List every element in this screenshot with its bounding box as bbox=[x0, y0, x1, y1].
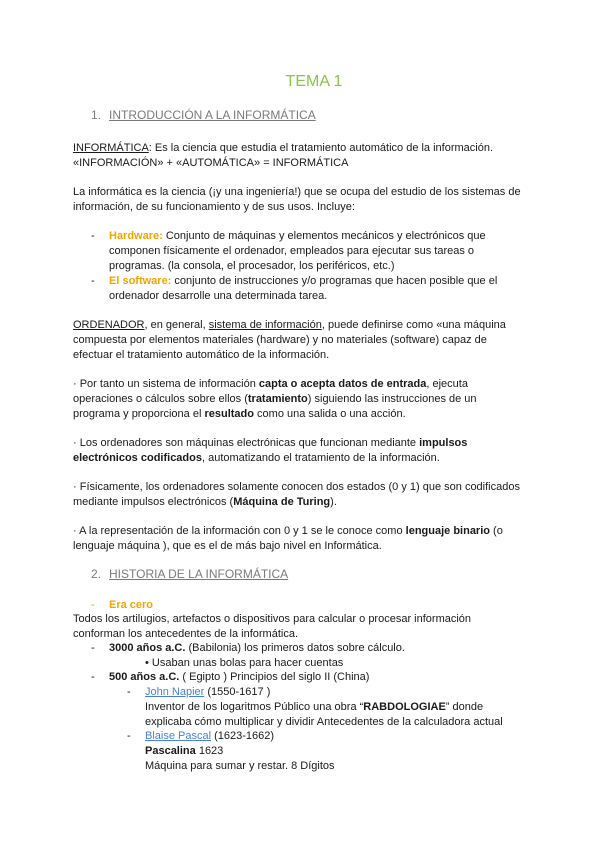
text: como una salida o una acción. bbox=[253, 408, 406, 420]
text: 1623 bbox=[195, 745, 224, 757]
bold-text: RABDOLOGIAE bbox=[363, 701, 446, 713]
era-line-2: conforman los antecedentes de la informática. bbox=[73, 628, 299, 640]
pascal-link[interactable]: Blaise Pascal bbox=[145, 730, 212, 742]
bold-text: 3000 años a.C. bbox=[109, 642, 186, 654]
text: Inventor de los logaritmos Público una obra “ bbox=[145, 701, 364, 713]
text: ” donde bbox=[445, 701, 484, 713]
text: (1550-1617 ) bbox=[204, 686, 271, 698]
year-3000-sub: • Usaban unas bolas para hacer cuentas bbox=[145, 657, 344, 669]
definition-term: INFORMÁTICA bbox=[73, 142, 149, 154]
text: (Babilonia) los primeros datos sobre cálculo. bbox=[185, 642, 405, 654]
hardware-line-1 bbox=[109, 229, 486, 244]
section-label: HISTORIA DE LA INFORMÁTICA bbox=[109, 567, 289, 581]
software-line-2: ordenador desarrolle una determinada tarea. bbox=[109, 290, 328, 302]
para1-line-3 bbox=[73, 407, 406, 422]
para3-line-1: · Físicamente, los ordenadores solamente conocen dos estados (0 y 1) que son codificados bbox=[73, 481, 520, 493]
text: ). bbox=[330, 496, 337, 508]
ordenador-text-b: , puede definirse como «una máquina bbox=[321, 319, 506, 331]
bullet-dash: - bbox=[91, 642, 95, 654]
section-heading-1 bbox=[91, 108, 316, 122]
definition-text: : Es la ciencia que estudia el tratamiento automático de la información. bbox=[148, 142, 494, 154]
ordenador-line-2: compuesta por elementos materiales (hardware) y no materiales (software) capaz de bbox=[73, 334, 487, 346]
napier-line bbox=[145, 685, 270, 700]
section-number: 2. bbox=[91, 567, 102, 581]
bold-text: Máquina de Turing bbox=[233, 496, 331, 508]
hardware-line-3: programas. (la consola, el procesador, los periféricos, etc.) bbox=[109, 260, 395, 272]
hardware-line-2: componen físicamente el ordenador, empleados para ejecutar sus tareas o bbox=[109, 245, 475, 257]
text: (o bbox=[490, 525, 503, 537]
sistema-term: sistema de información bbox=[208, 319, 322, 331]
para4-line-2: lenguaje máquina ), que es el de más bajo nivel en Informática. bbox=[73, 540, 382, 552]
section-number: 1. bbox=[91, 108, 102, 122]
ordenador-line-1 bbox=[73, 318, 506, 333]
napier-link[interactable]: John Napier bbox=[145, 686, 205, 698]
software-text: conjunto de instrucciones y/o programas que hacen posible que el bbox=[171, 275, 498, 287]
para1-line-1 bbox=[73, 377, 468, 392]
napier-desc-2: explicaba cómo multiplicar y dividir Antecedentes de la calculadora actual bbox=[145, 716, 503, 728]
software-line-1 bbox=[109, 274, 497, 289]
pascal-line bbox=[145, 729, 274, 744]
para2-line-1 bbox=[73, 436, 467, 451]
intro-line-2: información, de su funcionamiento y de sus usos. Incluye: bbox=[73, 201, 355, 213]
era-line-1: Todos los artilugios, artefactos o dispositivos para calcular o procesar información bbox=[73, 613, 472, 625]
text: operaciones o cálculos sobre ellos ( bbox=[73, 393, 248, 405]
ordenador-line-3: efectuar el tratamiento automático de la información. bbox=[73, 349, 330, 361]
hardware-text: Conjunto de máquinas y elementos mecánicos y electrónicos que bbox=[162, 230, 486, 242]
para1-line-2 bbox=[73, 392, 477, 407]
bold-text: electrónicos codificados bbox=[73, 452, 202, 464]
text: ( Egipto ) Principios del siglo II (China) bbox=[179, 671, 370, 683]
bold-text: resultado bbox=[204, 408, 254, 420]
definition-line bbox=[73, 141, 493, 156]
bullet-dash: - bbox=[91, 275, 95, 287]
bold-text: capta o acepta datos de entrada bbox=[258, 378, 427, 390]
era-cero-label: Era cero bbox=[109, 599, 154, 611]
para2-line-2 bbox=[73, 451, 440, 466]
intro-line-1: La informática es la ciencia (¡y una ingeniería!) que se ocupa del estudio de los sistemas de bbox=[73, 186, 521, 198]
text: · Los ordenadores son máquinas electrónicas que funcionan mediante bbox=[73, 437, 420, 449]
year-500-line bbox=[109, 670, 369, 685]
text: ) siguiendo las instrucciones de un bbox=[307, 393, 477, 405]
hardware-label: Hardware: bbox=[109, 230, 163, 242]
text: , automatizando el tratamiento de la información. bbox=[201, 452, 440, 464]
bold-text: 500 años a.C. bbox=[109, 671, 180, 683]
software-label: El software: bbox=[109, 275, 172, 287]
bold-text: impulsos bbox=[419, 437, 468, 449]
pascal-desc-2: Máquina para sumar y restar. 8 Dígitos bbox=[145, 760, 335, 772]
bullet-dash: - bbox=[91, 230, 95, 242]
bullet-dash: - bbox=[127, 730, 131, 742]
definition-formula: «INFORMACIÓN» + «AUTOMÁTICA» = INFORMÁTICA bbox=[73, 157, 349, 169]
year-3000-line bbox=[109, 641, 405, 656]
text: · Por tanto un sistema de información bbox=[73, 378, 259, 390]
section-label: INTRODUCCIÓN A LA INFORMÁTICA bbox=[109, 108, 316, 122]
bullet-dash: - bbox=[127, 686, 131, 698]
text: mediante impulsos electrónicos ( bbox=[73, 496, 234, 508]
para4-line-1 bbox=[73, 524, 503, 539]
para3-line-2 bbox=[73, 495, 337, 510]
text: programa y proporciona el bbox=[73, 408, 205, 420]
bullet-dash: - bbox=[91, 671, 95, 683]
bold-text: lenguaje binario bbox=[405, 525, 490, 537]
text: (1623-1662) bbox=[211, 730, 275, 742]
text: , ejecuta bbox=[426, 378, 468, 390]
page-title: TEMA 1 bbox=[285, 73, 343, 90]
ordenador-text-a: , en general, bbox=[144, 319, 209, 331]
text: · A la representación de la información con 0 y 1 se le conoce como bbox=[73, 525, 406, 537]
napier-desc-1 bbox=[145, 700, 483, 715]
bold-text: tratamiento bbox=[247, 393, 308, 405]
pascal-desc-1 bbox=[145, 744, 223, 759]
bullet-dash: - bbox=[91, 599, 95, 611]
section-heading-2 bbox=[91, 567, 288, 581]
bold-text: Pascalina bbox=[145, 745, 196, 757]
ordenador-term: ORDENADOR bbox=[73, 319, 145, 331]
